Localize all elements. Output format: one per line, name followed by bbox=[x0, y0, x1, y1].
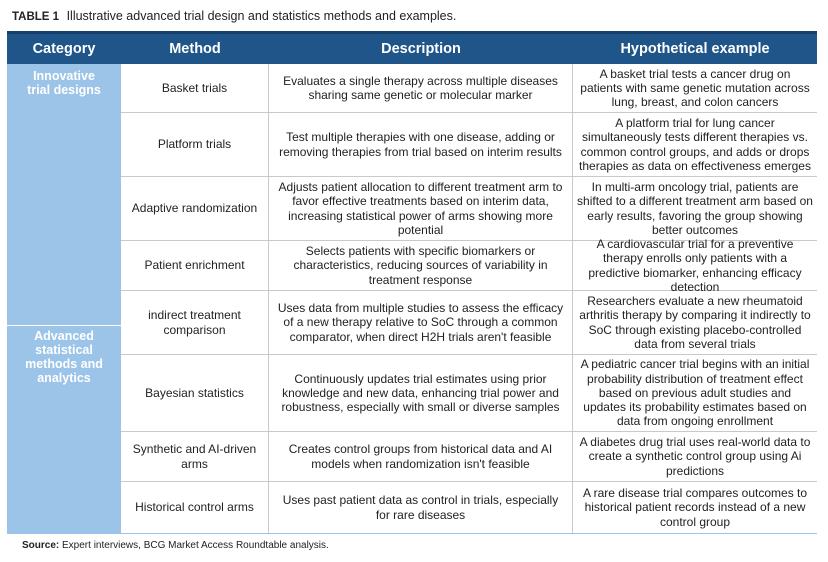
description-cell: Selects patients with specific biomarkers or characteristics, reducing sources of variability in treatment response bbox=[269, 241, 573, 290]
methods-table bbox=[7, 31, 817, 533]
category-line: statistical bbox=[35, 343, 93, 357]
table-row bbox=[121, 432, 817, 482]
description-cell: Uses data from multiple studies to assess the efficacy of a new therapy relative to SoC through a common comparator, when direct H2H trials aren't feasible bbox=[269, 291, 573, 354]
method-cell: Bayesian statistics bbox=[121, 355, 269, 431]
category-line: methods and bbox=[25, 357, 103, 371]
description-cell: Creates control groups from historical data and AI models when randomization isn't feasible bbox=[269, 432, 573, 481]
method-cell: Platform trials bbox=[121, 113, 269, 176]
table-row bbox=[121, 237, 817, 294]
category-divider bbox=[7, 325, 121, 326]
description-cell: Evaluates a single therapy across multiple diseases sharing same genetic or molecular marker bbox=[269, 64, 573, 112]
example-cell: A diabetes drug trial uses real-world data to create a synthetic control group using Ai predictions bbox=[579, 435, 811, 478]
method-cell: Historical control arms bbox=[121, 482, 269, 533]
category-line: trial designs bbox=[27, 83, 101, 97]
description-cell: Test multiple therapies with one disease, adding or removing therapies from trial based on interim results bbox=[269, 113, 573, 176]
description-cell: Adjusts patient allocation to different treatment arm to favor effective treatments based on interim data, increasing statistical power of arms showing more potential bbox=[269, 177, 573, 240]
method-cell: Synthetic and AI-driven arms bbox=[121, 432, 269, 481]
table-tag: TABLE 1 bbox=[12, 11, 60, 23]
method-cell: Adaptive randomization bbox=[121, 177, 269, 240]
table-caption bbox=[12, 9, 456, 23]
example-cell: In multi-arm oncology trial, patients are shifted to a different treatment arm based on early results, favoring the group showing better outcomes bbox=[577, 180, 813, 237]
method-cell: Basket trials bbox=[121, 64, 269, 112]
method-cell: Patient enrichment bbox=[121, 241, 269, 290]
table-row bbox=[121, 64, 817, 113]
table-row bbox=[121, 113, 817, 177]
description-cell: Uses past patient data as control in trials, especially for rare diseases bbox=[269, 482, 573, 533]
source-text: Expert interviews, BCG Market Access Roundtable analysis. bbox=[62, 540, 329, 551]
example-cell: A pediatric cancer trial begins with an initial probability distribution of treatment effect based on previous adult studies and updates its probability estimates based on data from ongoing enrollment bbox=[580, 357, 810, 429]
category-line: Innovative bbox=[33, 69, 95, 83]
example-cell: A cardiovascular trial for a preventive therapy enrolls only patients with a predictive biomarker, enhancing efficacy detection bbox=[588, 237, 802, 294]
table-title: Illustrative advanced trial design and statistics methods and examples. bbox=[66, 9, 457, 23]
table-row bbox=[121, 291, 817, 355]
table-row bbox=[121, 482, 817, 533]
table-row bbox=[121, 355, 817, 432]
table-row bbox=[121, 177, 817, 241]
example-cell: A basket trial tests a cancer drug on patients with same genetic mutation across lung, breast, and colon cancers bbox=[580, 66, 810, 110]
source-note bbox=[22, 540, 329, 551]
category-line: Advanced bbox=[34, 329, 94, 343]
header-example: Hypothetical example bbox=[620, 41, 770, 57]
category-innovative bbox=[7, 69, 121, 97]
header-description: Description bbox=[381, 41, 461, 57]
example-cell: A rare disease trial compares outcomes to historical patient records instead of a new control group bbox=[582, 486, 808, 529]
example-cell: Researchers evaluate a new rheumatoid arthritis therapy by comparing it indirectly to SoC through existing placebo-controlled data from several trials bbox=[579, 294, 811, 351]
header-method: Method bbox=[169, 41, 221, 57]
table-bottom-rule bbox=[7, 533, 817, 534]
source-label: Source: bbox=[22, 540, 60, 551]
header-category: Category bbox=[32, 41, 96, 57]
method-cell: indirect treatment comparison bbox=[121, 291, 269, 354]
category-column bbox=[7, 64, 121, 533]
example-cell: A platform trial for lung cancer simultaneously tests different therapies vs. common control groups, and adds or drops therapies as data on effectiveness emerges bbox=[579, 116, 811, 173]
category-line: analytics bbox=[37, 371, 91, 385]
description-cell: Continuously updates trial estimates using prior knowledge and new data, enhancing trial power and robustness, especially with small or diverse samples bbox=[269, 355, 573, 431]
table-header bbox=[7, 31, 817, 64]
category-advanced bbox=[7, 329, 121, 385]
